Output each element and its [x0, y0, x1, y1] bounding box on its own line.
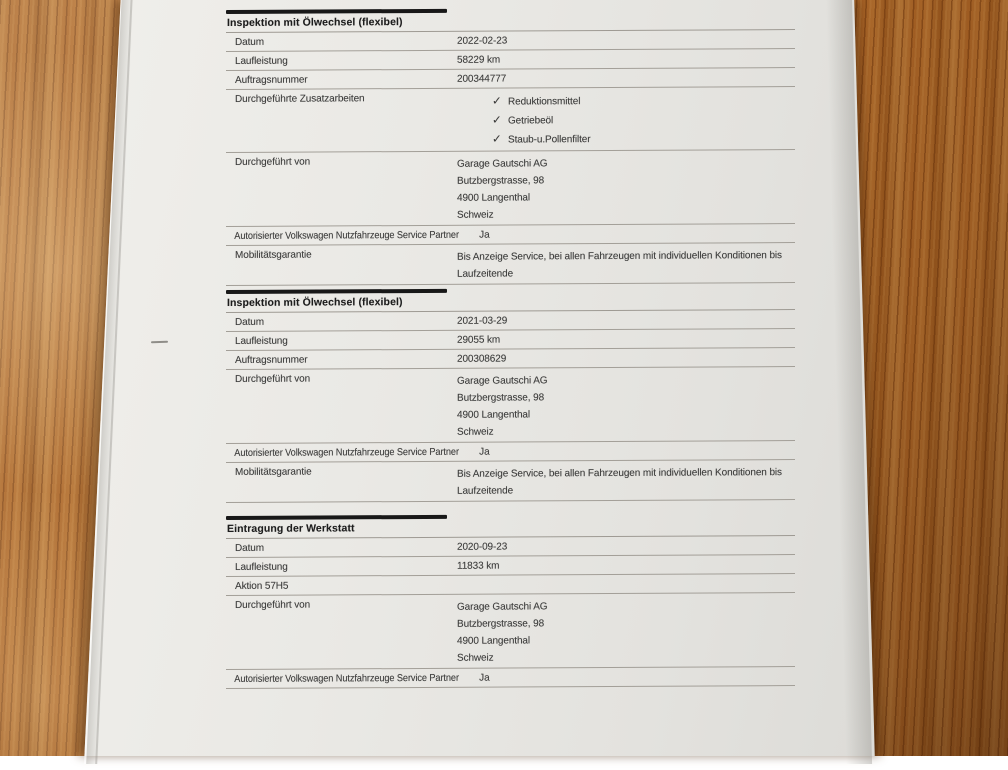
service-record-section — [226, 7, 795, 286]
row-mobilitaetsgarantie — [226, 460, 795, 503]
row-label: Durchgeführte Zusatzarbeiten — [235, 93, 365, 105]
checklist-item-label: Getriebeöl — [508, 115, 554, 127]
row-value: 2021-03-29 — [457, 315, 508, 327]
check-icon: ✓ — [492, 133, 502, 146]
address-line: 4900 Langenthal — [457, 192, 531, 204]
row-durchgefuehrt-von — [226, 367, 795, 444]
address-line: 4900 Langenthal — [457, 409, 531, 421]
row-value: Ja — [479, 446, 490, 458]
value-line: Laufzeitende — [457, 485, 514, 497]
row-value: Ja — [479, 672, 490, 684]
address-block — [457, 596, 795, 667]
address-line: Schweiz — [457, 652, 494, 664]
address-block — [457, 153, 795, 224]
row-zusatzarbeiten — [226, 87, 795, 153]
section-header-bar — [226, 289, 447, 294]
section-title: Eintragung der Werkstatt — [226, 519, 795, 539]
margin-mark — [151, 341, 168, 344]
section-header-bar — [226, 515, 447, 520]
address-line: Butzbergstrasse, 98 — [457, 618, 545, 630]
service-record-section — [226, 513, 795, 689]
row-mobilitaetsgarantie — [226, 243, 795, 286]
row-value: 200308629 — [457, 353, 507, 365]
row-label: Durchgeführt von — [235, 373, 311, 385]
row-value: 2020-09-23 — [457, 541, 508, 553]
row-label: Datum — [235, 316, 264, 328]
checklist-item-label: Reduktionsmittel — [508, 96, 581, 108]
row-label: Autorisierter Volkswagen Nutzfahrzeuge Service Partner — [234, 446, 459, 459]
service-record-document — [226, 0, 795, 756]
address-block — [457, 370, 795, 441]
row-value: 11833 km — [457, 560, 500, 572]
row-label: Auftragsnummer — [235, 74, 308, 86]
row-label: Durchgeführt von — [235, 599, 311, 611]
address-line: Butzbergstrasse, 98 — [457, 392, 545, 404]
address-line: Garage Gautschi AG — [457, 601, 548, 613]
checklist-item — [492, 91, 795, 112]
row-label: Mobilitätsgarantie — [235, 466, 312, 478]
row-durchgefuehrt-von — [226, 150, 795, 227]
row-value: Ja — [479, 229, 490, 241]
address-line: Schweiz — [457, 426, 494, 438]
section-title: Inspektion mit Ölwechsel (flexibel) — [226, 13, 795, 33]
row-label: Aktion 57H5 — [235, 580, 289, 592]
row-label: Durchgeführt von — [235, 156, 311, 168]
checklist — [457, 90, 795, 150]
row-label: Laufleistung — [235, 561, 288, 573]
service-record-section — [226, 287, 795, 503]
row-label: Laufleistung — [235, 55, 288, 67]
row-label: Mobilitätsgarantie — [235, 249, 312, 261]
check-icon: ✓ — [492, 114, 502, 127]
section-header-bar — [226, 9, 447, 14]
row-value: 2022-02-23 — [457, 35, 508, 47]
check-icon: ✓ — [492, 95, 502, 108]
checklist-item — [492, 110, 795, 131]
row-label: Auftragsnummer — [235, 354, 308, 366]
value-line: Bis Anzeige Service, bei allen Fahrzeugen mit individuellen Konditionen bis — [457, 467, 782, 480]
row-value — [457, 463, 795, 500]
section-title: Inspektion mit Ölwechsel (flexibel) — [226, 293, 795, 313]
row-durchgefuehrt-von — [226, 593, 795, 670]
address-line: Garage Gautschi AG — [457, 375, 548, 387]
address-line: Garage Gautschi AG — [457, 158, 548, 170]
row-label: Autorisierter Volkswagen Nutzfahrzeuge Service Partner — [234, 229, 459, 242]
row-value: 58229 km — [457, 54, 501, 66]
row-value — [457, 246, 795, 283]
row-label: Autorisierter Volkswagen Nutzfahrzeuge Service Partner — [234, 672, 459, 685]
row-label: Datum — [235, 542, 264, 554]
value-line: Bis Anzeige Service, bei allen Fahrzeugen mit individuellen Konditionen bis — [457, 250, 782, 263]
row-value: 29055 km — [457, 334, 501, 346]
address-line: Butzbergstrasse, 98 — [457, 175, 545, 187]
address-line: 4900 Langenthal — [457, 635, 531, 647]
row-label: Datum — [235, 36, 264, 48]
checklist-item-label: Staub-u.Pollenfilter — [508, 134, 591, 146]
row-label: Laufleistung — [235, 335, 288, 347]
value-line: Laufzeitende — [457, 268, 514, 280]
row-service-partner — [226, 667, 795, 689]
row-value: 200344777 — [457, 73, 507, 85]
row-value — [457, 577, 795, 580]
checklist-item — [492, 129, 795, 150]
address-line: Schweiz — [457, 209, 494, 221]
